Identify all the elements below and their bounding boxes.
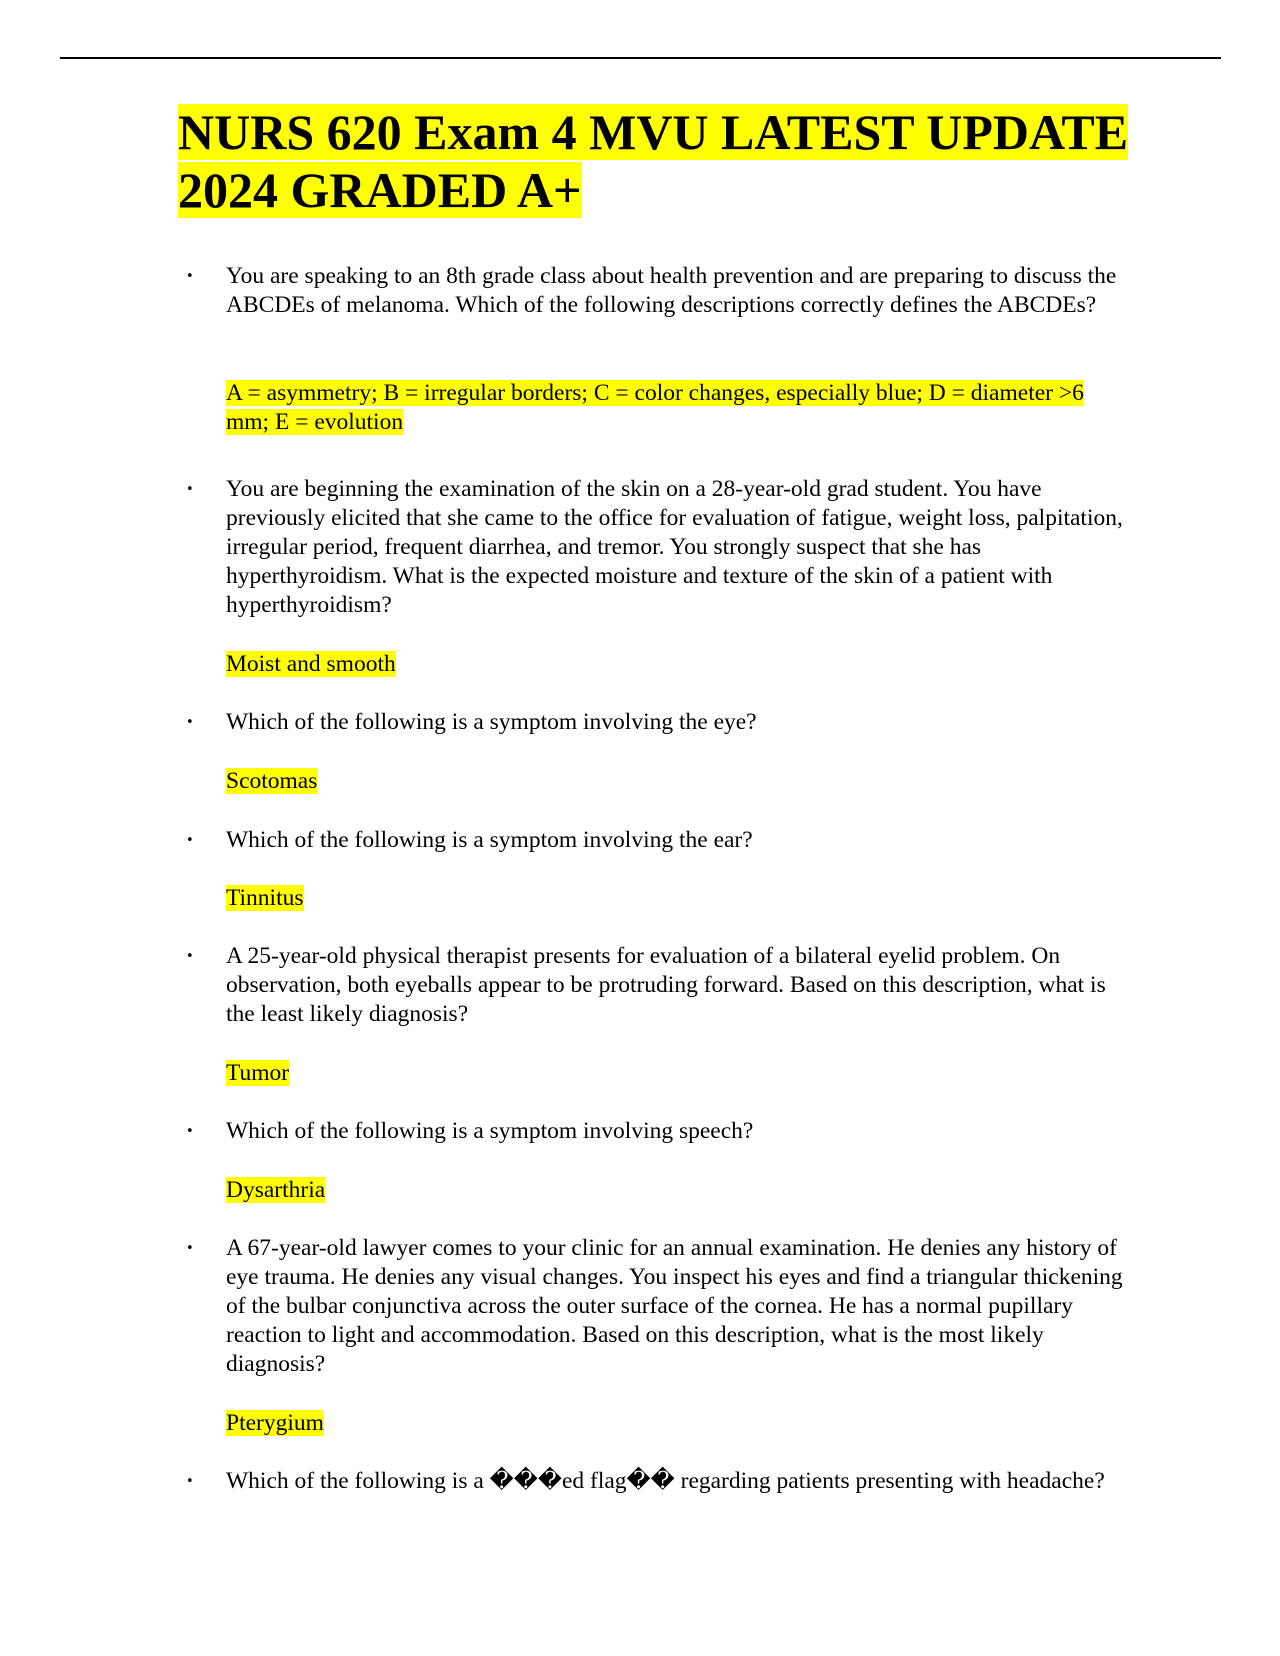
question-text: A 67-year-old lawyer comes to your clinic for an annual examination. He denies any history of eye trauma. He denies any visual changes. You inspect his eyes and find a triangular thickening of the bulbar conjunctiva across the outer surface of the cornea. He has a normal pupillary reaction to light and accommodation. Based on this description, what is the most likely diagnosis? [226,1235,1123,1377]
bullet-icon: • [186,1124,194,1139]
answer-text [226,767,1126,796]
answer-text [226,650,1126,679]
answer-highlight: Moist and smooth [226,651,396,677]
answer-highlight: A = asymmetry; B = irregular borders; C = color changes, especially blue; D = diameter >6 mm; E = evolution [226,380,1084,435]
bullet-icon: • [186,715,194,730]
bullet-icon: • [186,1241,194,1256]
question-text: Which of the following is a ���ed flag�� regarding patients presenting with headache? [226,1468,1105,1494]
answer-highlight: Pterygium [226,1410,324,1436]
answer-text [226,1176,1126,1205]
answer-text [226,884,1126,913]
bullet-icon: • [186,269,194,284]
answer-highlight: Tinnitus [226,885,304,911]
bullet-icon: • [186,1474,194,1489]
bullet-icon: • [186,482,194,497]
question-text: A 25-year-old physical therapist presents for evaluation of a bilateral eyelid problem. On observation, both eyeballs appear to be protruding forward. Based on this description, what is the least likely diagnosis? [226,943,1106,1027]
answer-text [226,1059,1126,1088]
answer-highlight: Dysarthria [226,1177,326,1203]
question-text: You are beginning the examination of the skin on a 28-year-old grad student. You have previously elicited that she came to the office for evaluation of fatigue, weight loss, palpitation, irregular period, frequent diarrhea, and tremor. You strongly suspect that she has hyperthyroidism. What is the expected moisture and texture of the skin of a patient with hyperthyroidism? [226,476,1123,618]
question-text: You are speaking to an 8th grade class about health prevention and are preparing to discuss the ABCDEs of melanoma. Which of the following descriptions correctly defines the ABCDEs? [226,263,1117,318]
title-text: NURS 620 Exam 4 MVU LATEST UPDATE 2024 GRADED A+ [178,104,1129,218]
answer-text [226,1409,1126,1438]
question-text: Which of the following is a symptom involving speech? [226,1118,754,1144]
answer-highlight: Scotomas [226,768,318,794]
answer-highlight: Tumor [226,1060,290,1086]
bullet-icon: • [186,833,194,848]
question-text: Which of the following is a symptom involving the ear? [226,827,753,853]
bullet-icon: • [186,949,194,964]
answer-text [226,379,1126,437]
question-text: Which of the following is a symptom involving the eye? [226,709,757,735]
